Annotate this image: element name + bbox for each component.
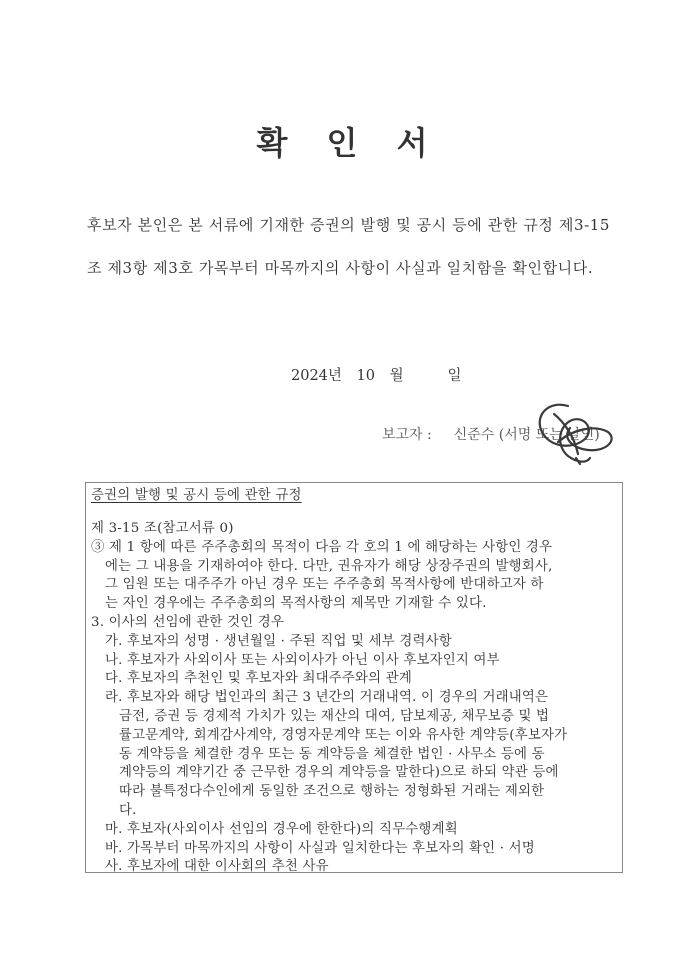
- date-month-unit: 월: [389, 368, 404, 384]
- date-day-unit: 일: [447, 368, 462, 384]
- regulation-line: 나. 후보자가 사외이사 또는 사외이사가 아닌 이사 후보자인지 여부: [105, 653, 500, 668]
- regulation-line: 그 임원 또는 대주주가 아닌 경우 또는 주주총회 목적사항에 반대하고자 하: [105, 577, 544, 592]
- date-year: 2024: [291, 368, 328, 384]
- regulation-line: 는 자인 경우에는 주주총회의 목적사항의 제목만 기재할 수 있다.: [105, 596, 487, 611]
- regulation-line: 다. 후보자의 추천인 및 후보자와 최대주주와의 관계: [105, 671, 413, 686]
- regulation-line: 마. 후보자(사외이사 선임의 경우에 한한다)의 직무수행계획: [105, 822, 458, 837]
- reporter-name: 신준수 (서명 또는 날인): [453, 427, 600, 443]
- regulation-heading: 증권의 발행 및 공시 등에 관한 규정: [91, 488, 302, 503]
- regulation-line: 따라 불특정다수인에게 동일한 조건으로 행하는 정형화된 거래는 제외한: [119, 784, 545, 799]
- regulation-box: [85, 482, 623, 873]
- date: [291, 364, 461, 385]
- regulation-line: 제 3-15 조(참고서류 0): [91, 521, 234, 536]
- date-month: 10: [356, 368, 375, 384]
- regulation-line: 금전, 증권 등 경제적 가치가 있는 재산의 대여, 담보제공, 채무보증 및 법: [119, 709, 550, 724]
- regulation-line: 다.: [119, 803, 137, 818]
- regulation-line: 라. 후보자와 해당 법인과의 최근 3 년간의 거래내역. 이 경우의 거래내역은: [105, 690, 549, 705]
- regulation-line: 동 계약등을 체결한 경우 또는 동 계약등을 체결한 법인 · 사무소 등에 동: [119, 747, 545, 762]
- regulation-line: 률고문계약, 회계감사계약, 경영자문계약 또는 이와 유사한 계약등(후보자가: [119, 728, 568, 743]
- regulation-line: 계약등의 계약기간 중 근무한 경우의 계약등을 말한다)으로 하되 약관 등에: [119, 765, 559, 780]
- signature: [528, 398, 618, 468]
- regulation-line: 바. 가목부터 마목까지의 사항이 사실과 일치한다는 후보자의 확인 · 서명: [105, 841, 535, 856]
- regulation-line: 가. 후보자의 성명 · 생년월일 · 주된 직업 및 세부 경력사항: [105, 634, 452, 649]
- document-title: 확 인 서: [256, 124, 442, 162]
- statement-line-2: 조 제3항 제3호 가목부터 마목까지의 사항이 사실과 일치함을 확인합니다.: [87, 259, 594, 277]
- regulation-line: ③ 제 1 항에 따른 주주총회의 목적이 다음 각 호의 1 에 해당하는 사항인 경우: [91, 540, 553, 555]
- statement-line-1: 후보자 본인은 본 서류에 기재한 증권의 발행 및 공시 등에 관한 규정 제3-15: [87, 216, 611, 234]
- regulation-line: 3. 이사의 선임에 관한 것인 경우: [91, 615, 285, 630]
- regulation-line: 에는 그 내용을 기재하여야 한다. 다만, 권유자가 해당 상장주권의 발행회사,: [105, 559, 553, 574]
- reporter-label: 보고자 :: [382, 427, 432, 443]
- date-year-unit: 년: [327, 368, 342, 384]
- regulation-line: 사. 후보자에 대한 이사회의 추천 사유: [105, 859, 329, 874]
